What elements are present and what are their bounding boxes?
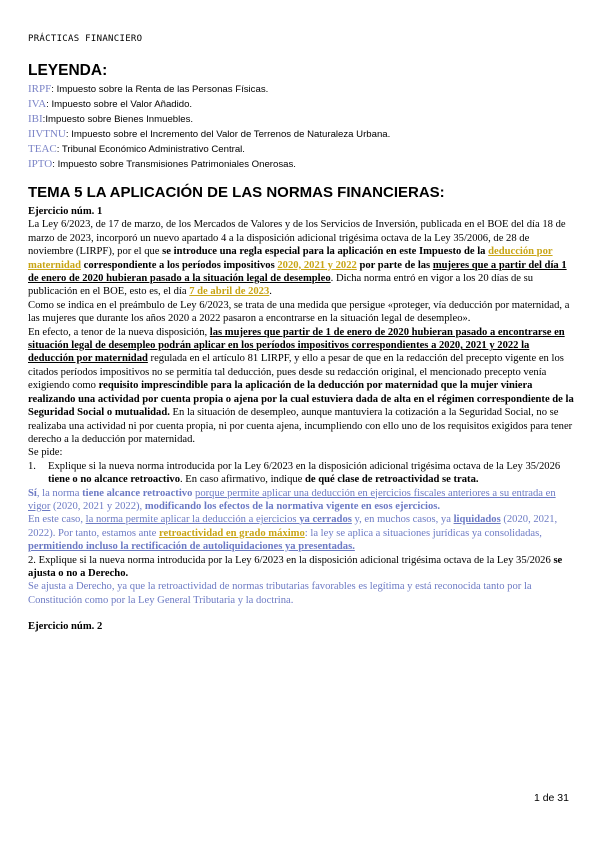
legend-item xyxy=(28,82,588,97)
text-run-bold: se ajusta o no a Derecho. xyxy=(28,554,563,579)
question-text xyxy=(48,460,576,487)
question-1 xyxy=(28,460,576,487)
text-run-bold: por parte de las xyxy=(356,259,433,271)
answer-1b xyxy=(28,513,576,553)
answer-1a xyxy=(28,487,576,514)
highlight-years: 2020, 2021 y 2022 xyxy=(277,259,357,271)
text-run: En este caso, xyxy=(28,514,86,526)
highlight-grado-maximo: retroactividad en grado máximo xyxy=(158,527,305,539)
text-run: 2. Explique si la nueva norma introducida por la Ley 6/2023 en la disposición adicional trigésima octava de la Ley 35/2026 xyxy=(28,554,554,566)
exercise-heading: Ejercicio núm. 1 xyxy=(28,206,103,217)
text-run-bold: tiene o no alcance retroactivo xyxy=(48,474,180,486)
legend-desc: : Impuesto sobre el Incremento del Valor de Terrenos de Naturaleza Urbana. xyxy=(65,129,391,140)
spacer xyxy=(28,607,576,620)
text-run: (2020, 2021 y 2022), xyxy=(50,500,145,512)
legend-item xyxy=(28,127,588,142)
text-run-bold: correspondiente a los períodos impositivos xyxy=(80,259,278,271)
text-run: . xyxy=(269,286,272,298)
legend-item xyxy=(28,112,588,127)
text-run-bold-underline: permitiendo incluso la rectificación de autoliquidaciones ya presentadas. xyxy=(28,541,355,553)
legend-item xyxy=(28,157,588,172)
header-tag: PRÁCTICAS FINANCIERO xyxy=(28,34,143,44)
legend-abbr: IRPF xyxy=(28,83,52,95)
text-run: La Ley 6/2023, de 17 de marzo, de los Mercados de Valores y de los Servicios de Inversión, publicada en el BOE del día 18 de marzo de 2023, incorporó un nuevo apartado 4 a la disposición adicional trigésima octava de la Ley 35/2006, de 28 de noviembre (LIRPF), por el que xyxy=(28,219,566,258)
legend-item xyxy=(28,97,588,112)
text-run: (2020, 2021, 2022). Por tanto, estamos ante xyxy=(28,514,558,539)
legend-title: LEYENDA: xyxy=(28,62,108,79)
text-run: En efecto, a tenor de la nueva disposición, xyxy=(28,326,210,338)
text-run-bold: Sí xyxy=(28,487,37,499)
text-run-bold-underline: las mujeres que partir de 1 de enero de 2020 hubieran pasado a encontrarse en situación legal de desempleo podrán aplicar en los períodos impositivos correspondientes a 2020, 2021 y 2022 la deducción por maternidad xyxy=(28,326,565,365)
text-run-bold: modificando los efectos de la normativa vigente en esos ejercicios. xyxy=(144,500,441,512)
question-number: 1. xyxy=(28,460,36,472)
text-run-bold: tiene alcance retroactivo xyxy=(82,487,193,499)
paragraph-preambulo: Como se indica en el preámbulo de Ley 6/2023, se trata de una medida que persigue «proteger, vía deducción por maternidad, a las mujeres que durante los años 2020 a 2022 pasaron a encontrarse en la situación legal de desempleo». xyxy=(28,299,570,325)
text-run-bold-underline: ya cerrados xyxy=(299,514,352,526)
legend-abbr: IVA xyxy=(28,98,47,110)
text-run-bold-underline: liquidados xyxy=(453,514,501,526)
paragraph-intro xyxy=(28,218,576,298)
text-run: y, en muchos casos, ya xyxy=(351,514,454,526)
text-run: Explique si la nueva norma introducida por la Ley 6/2023 en la disposición adicional trigésima octava de la Ley 35/2026 xyxy=(48,460,561,472)
legend-list xyxy=(28,82,588,172)
highlight-date: 7 de abril de 2023 xyxy=(189,286,270,298)
question-2 xyxy=(28,554,576,581)
section-body xyxy=(28,205,576,634)
section-title: TEMA 5 LA APLICACIÓN DE LAS NORMAS FINANCIERAS: xyxy=(28,184,445,201)
legend-abbr: IIVTNU xyxy=(28,128,66,140)
text-run: En la situación de desempleo, aunque mantuviera la cotización a la Seguridad Social, no se realizaba una actividad ni por cuenta propia, ni por cuenta ajena, incumpliendo con ello uno de los requisitos exigidos para tener derecho a la deducción por maternidad. xyxy=(28,407,573,445)
exercise-heading-2: Ejercicio núm. 2 xyxy=(28,621,103,633)
text-run-bold-underline: mujeres que a partir del día 1 de enero de 2020 hubieran pasado a la situación legal de desempleo xyxy=(28,259,567,285)
se-pide-label: Se pide: xyxy=(28,447,63,459)
legend-desc: : Impuesto sobre el Valor Añadido. xyxy=(46,99,193,110)
legend-abbr: IPTO xyxy=(28,158,53,170)
text-run: . En caso afirmativo, indique xyxy=(180,474,306,486)
text-run: regulada en el artículo 81 LIRPF, y ello a pesar de que en la redacción del precepto vigente en los citados períodos impositivos no se permitía tal deducción, pues desde su redacción original, el mencionado precepto venía exigiendo como xyxy=(28,353,564,392)
text-run-bold: requisito imprescindible para la aplicación de la deducción por maternidad que la mujer viniera realizando una actividad por cuenta propia o ajena por la cual estuviera dada de alta en el régimen correspondiente de la Seguridad Social o mutualidad. xyxy=(28,380,574,419)
answer-2: Se ajusta a Derecho, ya que la retroactividad de normas tributarias favorables es legítima y está reconocida tanto por la Constitución como por la Ley General Tributaria y la doctrina. xyxy=(28,581,532,606)
legend-desc: : Impuesto sobre Transmisiones Patrimoniales Onerosas. xyxy=(52,159,296,170)
legend-abbr: IBI xyxy=(28,113,43,125)
text-run: . Dicha norma entró en vigor a los 20 días de su publicación en el BOE, esto es, el día xyxy=(28,273,534,298)
highlight-maternidad: deducción por maternidad xyxy=(28,246,553,271)
text-run: , la norma xyxy=(36,487,83,499)
text-run-bold: se introduce una regla especial para la aplicación en este Impuesto de la xyxy=(162,246,489,258)
legend-abbr: TEAC xyxy=(28,143,57,155)
page-number: 1 de 31 xyxy=(533,792,569,804)
legend-desc: : Tribunal Económico Administrativo Central. xyxy=(56,144,245,155)
legend-item xyxy=(28,142,588,157)
legend-desc: :Impuesto sobre Bienes Inmuebles. xyxy=(42,114,194,125)
text-run: : la ley se aplica a situaciones jurídicas ya consolidadas, xyxy=(304,527,542,539)
text-run-bold: de qué clase de retroactividad se trata. xyxy=(305,474,479,486)
paragraph-efecto xyxy=(28,326,576,447)
text-run-underline: la norma permite aplicar la deducción a ejercicios xyxy=(85,514,300,526)
text-run-underline: porque permite aplicar una deducción en ejercicios fiscales anteriores a su entrada en vigor xyxy=(28,487,556,512)
legend-desc: : Impuesto sobre la Renta de las Personas Físicas. xyxy=(51,84,269,95)
